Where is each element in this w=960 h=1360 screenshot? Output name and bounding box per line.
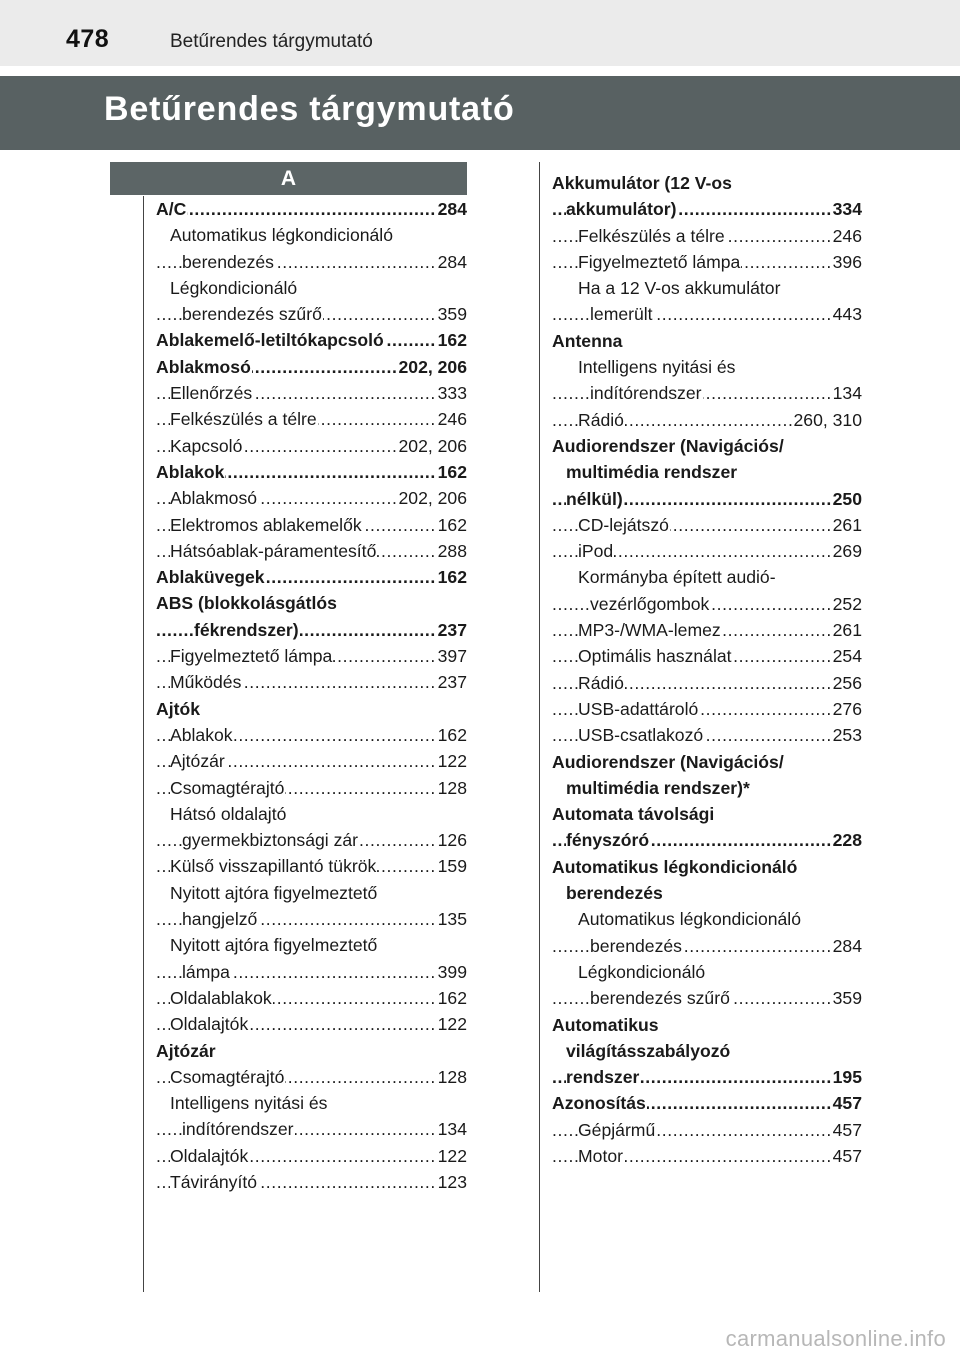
watermark: carmanualsonline.info <box>725 1326 946 1351</box>
index-entry-page: 162 <box>436 459 467 485</box>
index-entry <box>552 775 862 801</box>
page-number: 478 <box>66 25 110 53</box>
index-entry-term: Oldalajtók <box>170 1014 249 1035</box>
index-entry-page: 269 <box>831 538 862 564</box>
index-entry-term: rendszer <box>566 1067 640 1088</box>
index-entry <box>156 275 467 301</box>
index-entry-page: 162 <box>436 327 467 353</box>
index-entry <box>552 486 862 512</box>
index-entry <box>156 327 467 353</box>
index-entry-page: 162 <box>436 722 467 748</box>
index-entry-term: Távirányító <box>170 1171 258 1192</box>
index-entry <box>156 1169 467 1195</box>
index-entry-term: Intelligens nyitási és <box>578 357 736 378</box>
index-entry-page: 260, 310 <box>792 407 863 433</box>
index-entry-term: Külső visszapillantó tükrök <box>170 856 377 877</box>
index-entry <box>552 801 862 827</box>
index-entry <box>156 1011 467 1037</box>
index-entry <box>156 1090 467 1116</box>
index-entry <box>156 1143 467 1169</box>
index-entry-term: Felkészülés a télre <box>578 225 725 246</box>
index-entry-term: Gépjármű <box>578 1119 656 1140</box>
index-entry-term: Kapcsoló <box>170 435 243 456</box>
index-entry-term: Audiorendszer (Navigációs/ <box>552 435 784 456</box>
index-entry-term: berendezés szűrő <box>182 304 322 325</box>
index-entry <box>156 643 467 669</box>
index-entry-page: 334 <box>831 196 862 222</box>
index-entry <box>552 1064 862 1090</box>
index-entry-term: Optimális használat <box>578 646 732 667</box>
index-entry-page: 261 <box>831 512 862 538</box>
index-entry-term: Nyitott ajtóra figyelmeztető <box>170 882 378 903</box>
index-entry <box>156 196 467 222</box>
index-entry-page: 457 <box>831 1090 862 1116</box>
index-entry <box>552 722 862 748</box>
index-entry-term: Automatikus <box>552 1014 659 1035</box>
index-entry-term: USB-adattároló <box>578 698 699 719</box>
section-letter-header: A <box>110 162 467 195</box>
index-entry-term: Működés <box>170 672 242 693</box>
index-entry-page: 284 <box>831 933 862 959</box>
index-entry <box>552 459 862 485</box>
index-entry <box>156 880 467 906</box>
index-entry-page: 457 <box>831 1143 862 1169</box>
index-entry-page: 396 <box>831 249 862 275</box>
index-entry-term: vezérlőgombok <box>590 593 710 614</box>
index-entry-term: Ablakmosó <box>170 488 258 509</box>
index-entry <box>156 748 467 774</box>
index-entry-page: 253 <box>831 722 862 748</box>
index-entry-term: Ha a 12 V-os akkumulátor <box>578 278 781 299</box>
index-entry <box>156 485 467 511</box>
index-entry <box>552 538 862 564</box>
index-entry-page: 228 <box>831 827 862 853</box>
index-entry <box>552 1038 862 1064</box>
index-entry-term: A/C <box>156 199 187 219</box>
index-entry-page: 246 <box>436 406 467 432</box>
index-entry-page: 162 <box>436 512 467 538</box>
index-entry-term: Ellenőrzés <box>170 383 253 404</box>
index-entry-page: 237 <box>436 617 467 643</box>
index-entry-term: berendezés <box>590 935 682 956</box>
index-entry-term: Intelligens nyitási és <box>170 1093 328 1114</box>
index-entry <box>552 827 862 853</box>
index-entry <box>156 354 467 380</box>
index-entry <box>552 275 862 301</box>
index-entry-term: iPod <box>578 541 614 562</box>
index-entry-term: CD-lejátszó <box>578 514 669 535</box>
index-entry-term: Automatikus légkondicionáló <box>578 909 801 930</box>
index-entry <box>552 749 862 775</box>
index-entry <box>156 1116 467 1142</box>
index-entry-page: 397 <box>436 643 467 669</box>
index-entry-page: 134 <box>436 1116 467 1142</box>
index-entry <box>156 1038 467 1064</box>
index-entry-term: Csomagtérajtó <box>170 1066 285 1087</box>
index-entry-term: Kormányba épített audió- <box>578 567 776 588</box>
index-entry <box>156 380 467 406</box>
index-entry <box>552 1117 862 1143</box>
index-entry-page: 359 <box>436 301 467 327</box>
index-entry-term: ABS (blokkolásgátlós <box>156 593 337 614</box>
index-entry <box>552 301 862 327</box>
index-entry <box>156 512 467 538</box>
index-entry-page: 122 <box>436 1143 467 1169</box>
index-entry-page: 250 <box>831 486 862 512</box>
index-entry-page: 202, 206 <box>397 485 468 511</box>
index-entry-term: MP3-/WMA-lemez <box>578 620 721 641</box>
index-entry <box>156 617 467 643</box>
index-entry-page: 284 <box>436 249 467 275</box>
index-entry-term: Ablakok <box>170 724 233 745</box>
index-entry-term: Ajtózár <box>156 1040 216 1061</box>
index-entry-term: Motor <box>578 1145 623 1166</box>
index-entry-term: Elektromos ablakemelők <box>170 514 362 535</box>
index-entry-term: indítórendszer <box>590 383 702 404</box>
index-entry-term: Antenna <box>552 330 623 351</box>
index-entry-page: 122 <box>436 1011 467 1037</box>
index-entry <box>156 853 467 879</box>
index-entry <box>156 775 467 801</box>
index-entry-term: Felkészülés a télre <box>170 409 317 430</box>
index-entry <box>156 906 467 932</box>
index-entry-page: 237 <box>436 669 467 695</box>
index-entry <box>156 301 467 327</box>
index-entry-term: világításszabályozó <box>566 1040 731 1061</box>
index-entry <box>552 380 862 406</box>
index-entry-term: Ablakok <box>156 461 225 482</box>
index-entry-term: fényszóró <box>566 830 650 851</box>
index-entry <box>552 512 862 538</box>
index-entry-term: Figyelmeztető lámpa <box>170 646 333 667</box>
index-entry <box>156 722 467 748</box>
index-entry-page: 399 <box>436 959 467 985</box>
index-entry-term: Rádió <box>578 409 624 430</box>
index-entry-term: berendezés <box>566 883 663 904</box>
index-entry-page: 159 <box>436 853 467 879</box>
index-entry-page: 162 <box>436 985 467 1011</box>
index-entry <box>156 590 467 616</box>
page-title: Betűrendes tárgymutató <box>104 90 515 128</box>
index-entry <box>156 406 467 432</box>
index-entry-page: 128 <box>436 775 467 801</box>
index-entry-term: berendezés szűrő <box>590 988 730 1009</box>
index-entry-term: Oldalajtók <box>170 1145 249 1166</box>
index-entry-term: Ablakmosó <box>156 356 251 377</box>
index-entry <box>552 617 862 643</box>
index-entry <box>156 433 467 459</box>
index-entry <box>552 564 862 590</box>
index-column-left <box>156 196 467 1195</box>
index-entry <box>156 249 467 275</box>
index-entry <box>552 1143 862 1169</box>
index-entry-term: Audiorendszer (Navigációs/ <box>552 751 784 772</box>
running-header-bar <box>0 0 960 66</box>
index-entry-page: 333 <box>436 380 467 406</box>
index-entry-term: Akkumulátor (12 V-os <box>552 173 732 193</box>
index-entry-term: Légkondicionáló <box>578 961 706 982</box>
index-entry <box>552 223 862 249</box>
index-entry <box>552 249 862 275</box>
index-entry-term: multimédia rendszer)* <box>566 777 750 798</box>
index-entry <box>156 801 467 827</box>
index-entry <box>552 591 862 617</box>
index-entry-term: Nyitott ajtóra figyelmeztető <box>170 935 378 956</box>
index-entry-term: Oldalablakok <box>170 987 272 1008</box>
index-entry-page: 135 <box>436 906 467 932</box>
index-entry-term: Légkondicionáló <box>170 277 298 298</box>
index-entry-term: nélkül) <box>566 488 623 509</box>
index-entry <box>156 985 467 1011</box>
index-entry <box>552 170 862 196</box>
index-entry <box>156 827 467 853</box>
index-entry-term: Figyelmeztető lámpa <box>578 251 741 272</box>
index-entry-term: Automata távolsági <box>552 804 715 825</box>
index-entry-term: USB-csatlakozó <box>578 725 704 746</box>
index-entry-term: lemerült <box>590 304 653 325</box>
index-entry-page: 126 <box>436 827 467 853</box>
index-entry <box>552 196 862 222</box>
index-entry <box>156 669 467 695</box>
index-entry-page: 254 <box>831 643 862 669</box>
index-entry-term: Azonosítás <box>552 1093 646 1114</box>
index-entry <box>156 696 467 722</box>
index-entry <box>552 880 862 906</box>
index-entry-page: 134 <box>831 380 862 406</box>
index-entry <box>552 670 862 696</box>
index-column-right <box>552 170 862 1169</box>
index-entry <box>156 959 467 985</box>
index-entry-page: 128 <box>436 1064 467 1090</box>
index-entry-page: 122 <box>436 748 467 774</box>
index-entry-page: 457 <box>831 1117 862 1143</box>
index-entry-term: fékrendszer) <box>194 619 299 640</box>
index-entry-page: 162 <box>436 564 467 590</box>
index-entry <box>552 959 862 985</box>
index-entry <box>552 985 862 1011</box>
index-entry-page: 443 <box>831 301 862 327</box>
index-entry <box>156 459 467 485</box>
index-entry <box>552 433 862 459</box>
index-entry-term: Ajtók <box>156 698 200 719</box>
index-entry <box>552 643 862 669</box>
index-entry <box>156 932 467 958</box>
index-entry <box>552 407 862 433</box>
index-entry-term: berendezés <box>182 251 274 272</box>
index-entry <box>552 1012 862 1038</box>
index-entry-term: Ablaküvegek <box>156 567 265 588</box>
index-entry-page: 123 <box>436 1169 467 1195</box>
index-entry <box>156 222 467 248</box>
index-entry-page: 202, 206 <box>397 433 468 459</box>
index-entry-page: 195 <box>831 1064 862 1090</box>
index-entry-term: multimédia rendszer <box>566 462 738 483</box>
index-entry <box>552 696 862 722</box>
index-entry-term: Ablakemelő-letiltókapcsoló <box>156 330 384 351</box>
index-entry <box>156 1064 467 1090</box>
index-entry <box>552 933 862 959</box>
index-entry-term: indítórendszer <box>182 1119 294 1140</box>
index-entry-term: Hátsó oldalajtó <box>170 803 287 824</box>
index-entry-term: Automatikus légkondicionáló <box>170 225 393 246</box>
index-entry <box>156 564 467 590</box>
index-entry-term: Ajtózár <box>170 751 225 772</box>
index-entry <box>156 538 467 564</box>
index-entry-page: 359 <box>831 985 862 1011</box>
index-entry-term: akkumulátor) <box>566 199 677 220</box>
index-entry-term: gyermekbiztonsági zár <box>182 830 359 851</box>
index-entry-term: hangjelző <box>182 909 258 930</box>
index-entry <box>552 1090 862 1116</box>
index-entry-page: 276 <box>831 696 862 722</box>
running-title: Betűrendes tárgymutató <box>170 31 373 52</box>
index-entry-page: 252 <box>831 591 862 617</box>
index-entry-page: 202, 206 <box>397 354 468 380</box>
index-entry-term: Automatikus légkondicionáló <box>552 856 798 877</box>
index-entry-term: lámpa <box>182 961 230 982</box>
index-entry-page: 256 <box>831 670 862 696</box>
index-entry-term: Rádió <box>578 672 624 693</box>
index-entry <box>552 854 862 880</box>
index-entry-page: 261 <box>831 617 862 643</box>
index-entry-term: Csomagtérajtó <box>170 777 285 798</box>
index-entry-page: 288 <box>436 538 467 564</box>
index-entry-page: 284 <box>436 196 467 222</box>
column-divider <box>539 162 540 1292</box>
index-entry <box>552 328 862 354</box>
left-column-rule <box>143 196 144 1292</box>
index-entry-term: Hátsóablak-páramentesítő <box>170 540 377 561</box>
index-entry <box>552 906 862 932</box>
index-entry-page: 246 <box>831 223 862 249</box>
index-entry <box>552 354 862 380</box>
